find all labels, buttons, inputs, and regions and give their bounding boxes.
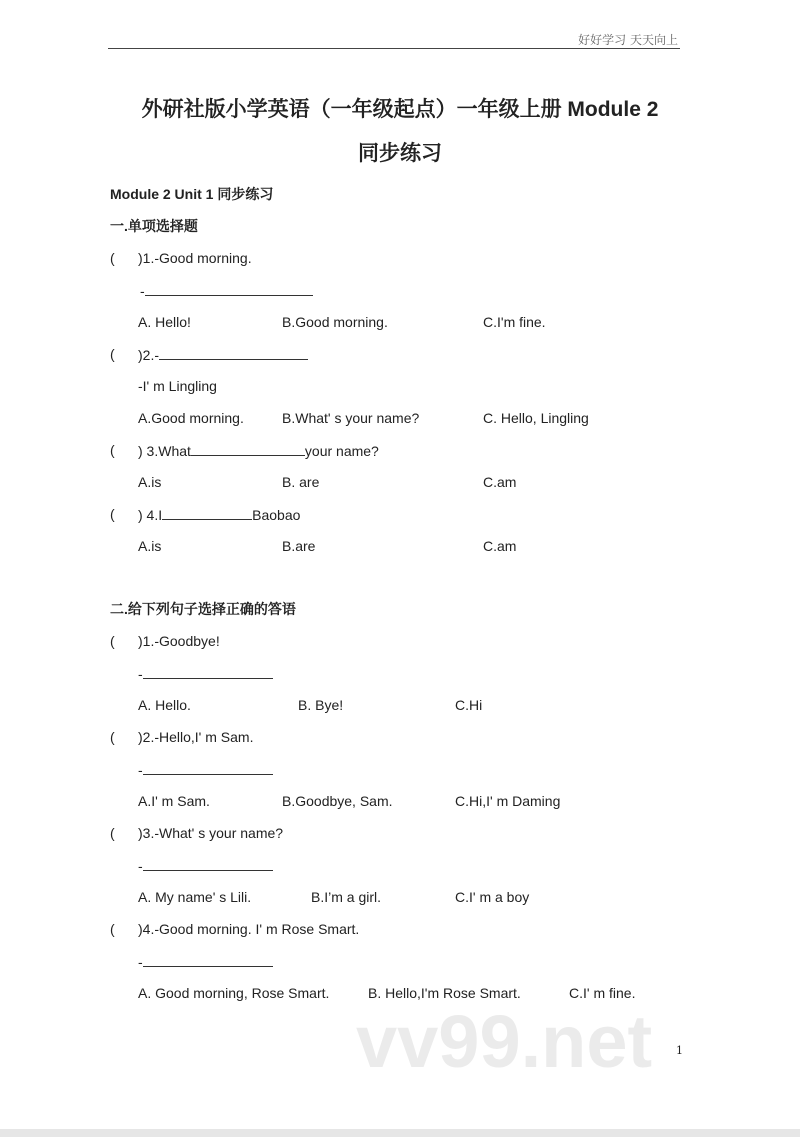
answer-paren: ( [110, 250, 115, 266]
document-subtitle: 同步练习 [358, 142, 442, 165]
question-prompt: )1.-Good morning. [138, 250, 252, 266]
document-title: 外研社版小学英语（一年级起点）一年级上册 Module 2 [141, 98, 659, 121]
option-b: B. Bye! [298, 697, 344, 713]
question-prompt: ) 4.I Baobao [138, 507, 301, 523]
question-prompt: )3.-What' s your name? [138, 825, 284, 841]
option-a: A.I' m Sam. [138, 793, 210, 809]
answer-paren: ( [110, 633, 115, 649]
answer-paren: ( [110, 729, 115, 745]
question-prompt: )4.-Good morning. I' m Rose Smart. [138, 921, 360, 937]
answer-line: - [138, 952, 273, 971]
option-c: C.I'm fine. [483, 314, 546, 330]
option-a: A.is [138, 474, 162, 490]
option-b: B.are [282, 538, 316, 554]
option-b: B.I’m a girl. [311, 889, 382, 905]
answer-line: - [138, 760, 273, 779]
answer-line: - [138, 856, 273, 875]
answer-paren: ( [110, 921, 115, 937]
question-prompt: )1.-Goodbye! [138, 633, 220, 649]
question-prompt: )2.-Hello,I' m Sam. [138, 729, 254, 745]
answer-paren: ( [110, 442, 115, 458]
option-b: B. Hello,I'm Rose Smart. [368, 985, 521, 1001]
section2-heading: 二.给下列句子选择正确的答语 [110, 601, 296, 617]
question-prompt: )2.- [138, 345, 308, 364]
option-c: C.Hi [455, 697, 483, 713]
option-b: B.Good morning. [282, 314, 388, 330]
option-a: A.Good morning. [138, 410, 244, 426]
answer-paren: ( [110, 506, 115, 522]
page-bottom-edge [0, 1129, 800, 1137]
header-rule [108, 48, 680, 49]
option-c: C. Hello, Lingling [483, 410, 589, 426]
option-a: A. Hello! [138, 314, 191, 330]
answer-paren: ( [110, 346, 115, 362]
option-a: A. Hello. [138, 697, 191, 713]
watermark: vv99.net [356, 1000, 653, 1083]
header-motto: 好好学习 天天向上 [578, 33, 678, 47]
option-c: C.I' m a boy [455, 889, 530, 905]
answer-paren: ( [110, 825, 115, 841]
section1-heading: 一.单项选择题 [110, 218, 198, 234]
option-b: B.Goodbye, Sam. [282, 793, 393, 809]
option-c: C.I' m fine. [569, 985, 636, 1001]
answer-line: - [140, 281, 313, 300]
option-c: C.am [483, 474, 517, 490]
option-b: B. are [282, 474, 320, 490]
answer-line: - [138, 664, 273, 683]
option-c: C.am [483, 538, 517, 554]
option-a: A. Good morning, Rose Smart. [138, 985, 330, 1001]
unit-heading: Module 2 Unit 1 同步练习 [110, 186, 274, 202]
page-number: 1 [676, 1044, 683, 1057]
question-reply: -I' m Lingling [138, 378, 217, 394]
option-b: B.What' s your name? [282, 410, 420, 426]
question-prompt: ) 3.What your name? [138, 443, 379, 459]
option-a: A.is [138, 538, 162, 554]
option-c: C.Hi,I' m Daming [455, 793, 561, 809]
option-a: A. My name' s Lili. [138, 889, 252, 905]
